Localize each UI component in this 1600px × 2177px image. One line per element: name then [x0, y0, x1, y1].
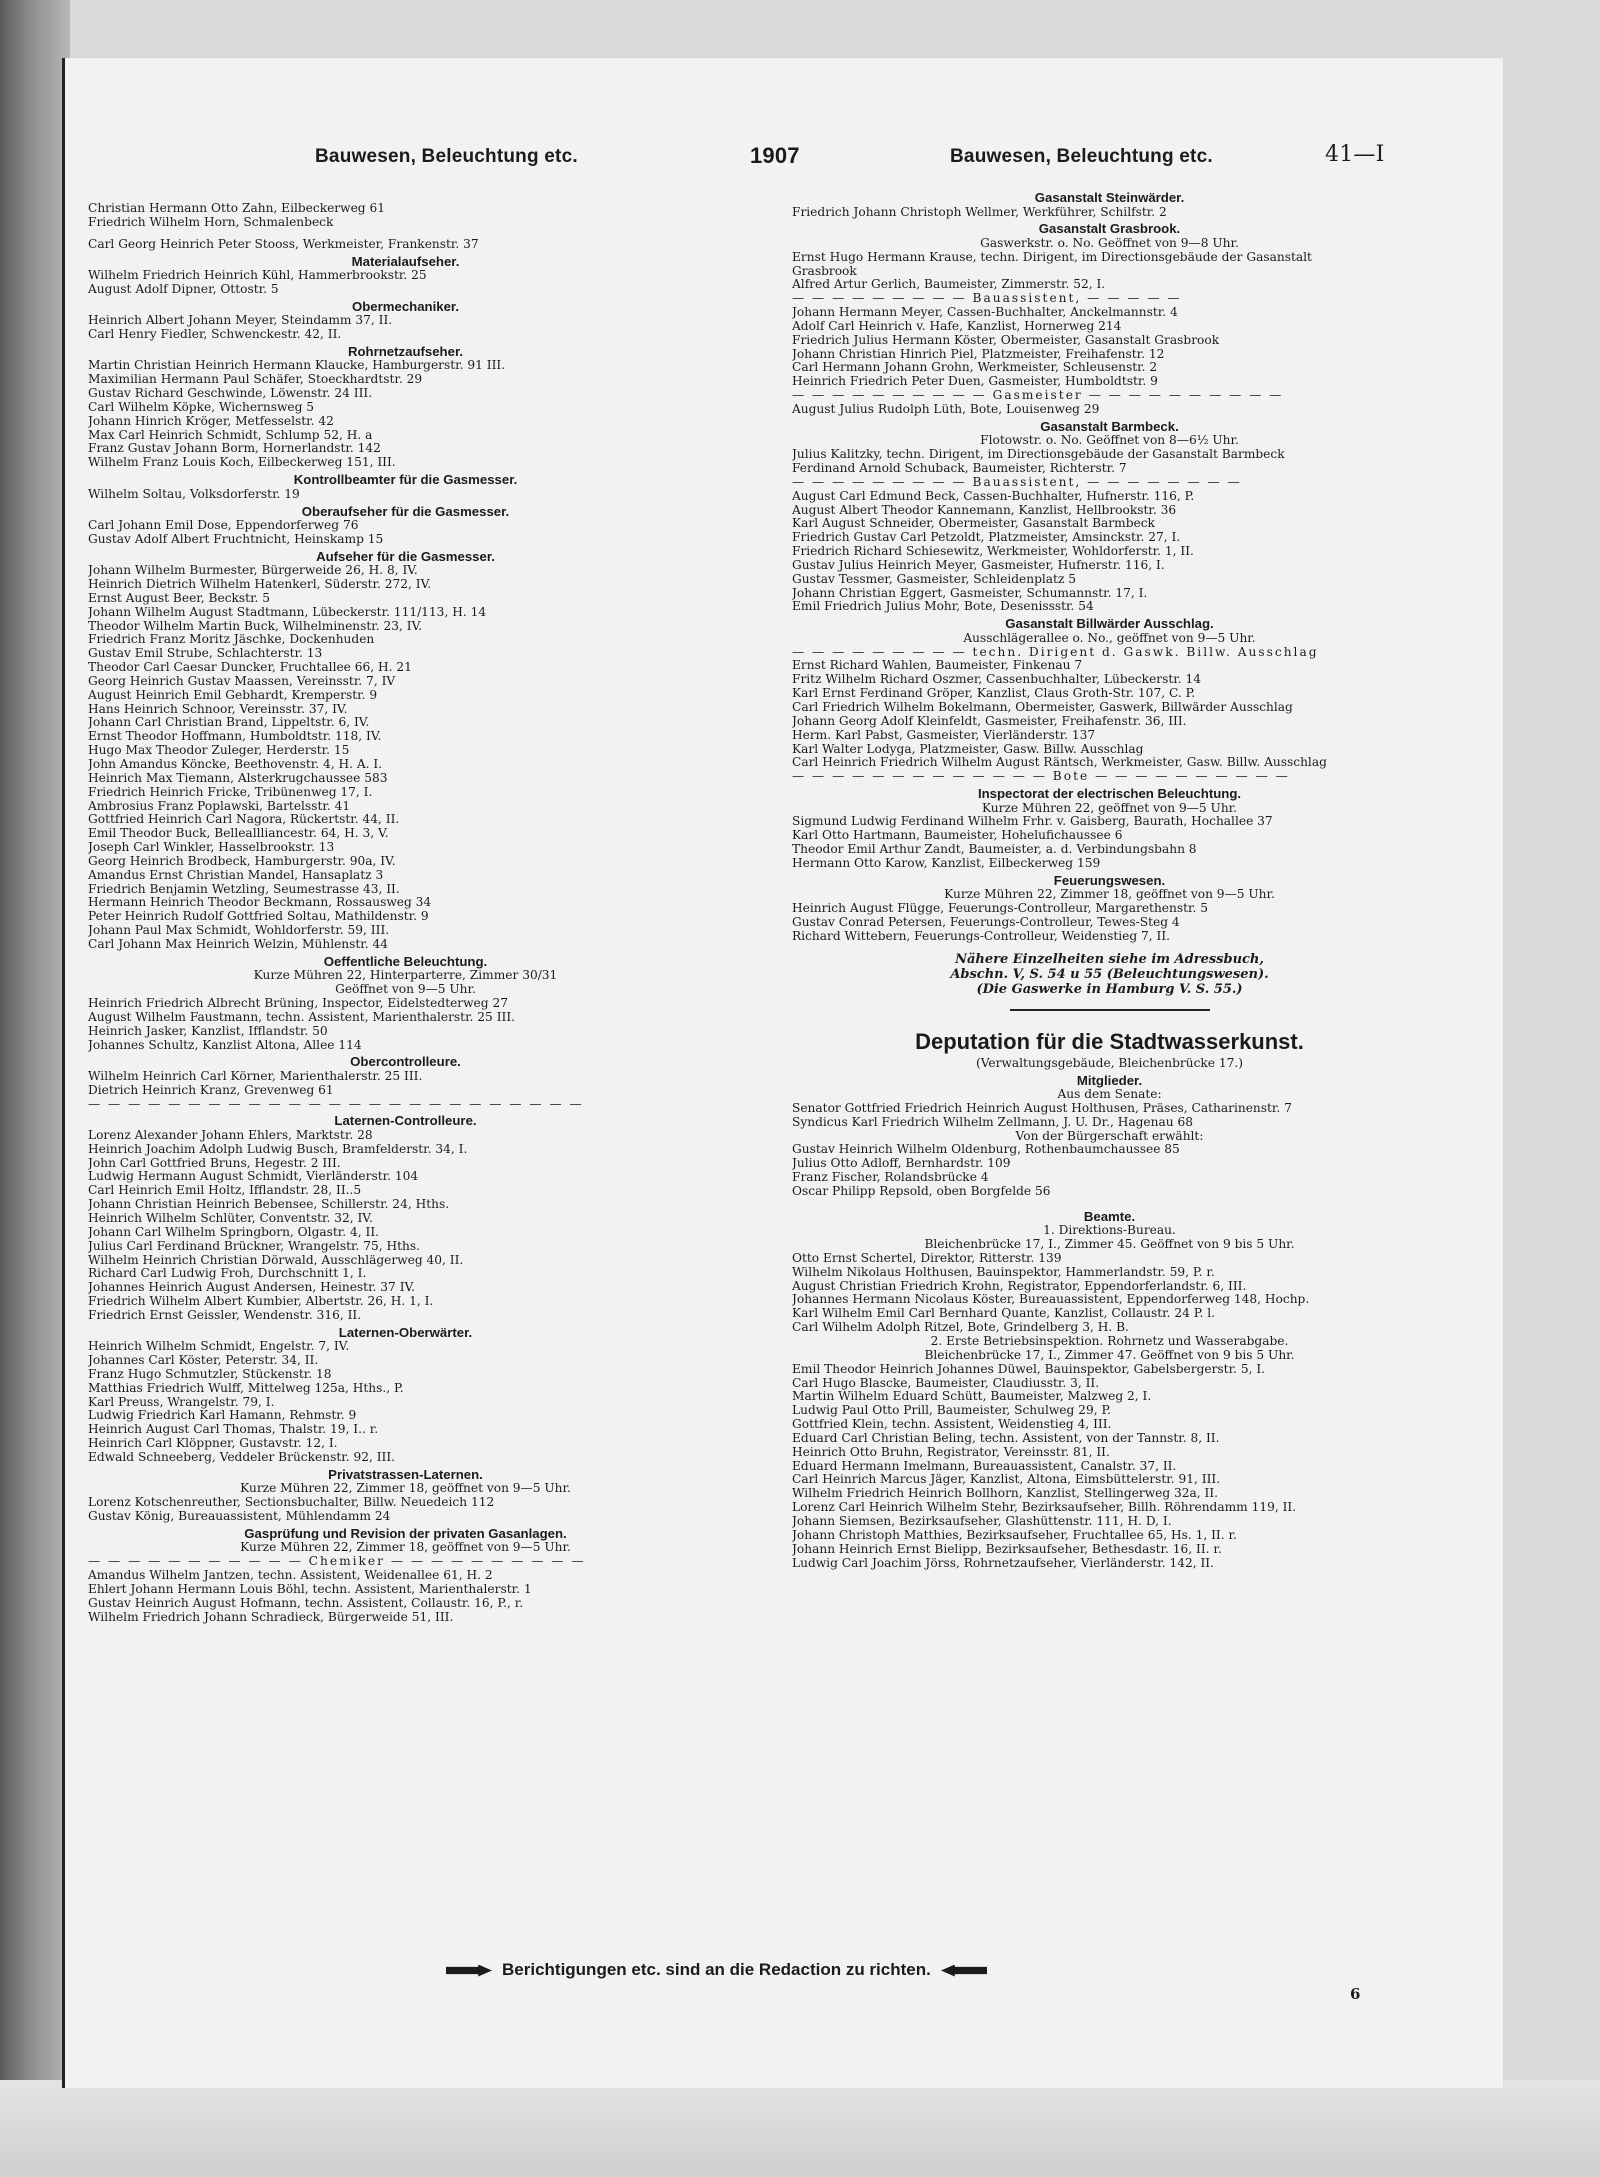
right-column-entry: Senator Gottfried Friedrich Heinrich August Holthusen, Präses, Catharinenstr. 7: [792, 1101, 1292, 1115]
section-heading: Kontrollbeamter für die Gasmesser.: [293, 472, 518, 488]
left-column-entry: Carl Henry Fiedler, Schwenckestr. 42, II.: [88, 328, 342, 342]
left-column-entry: Friedrich Wilhelm Horn, Schmalenbeck: [88, 215, 334, 229]
right-column-entry: Herm. Karl Pabst, Gasmeister, Vierländerstr. 137: [792, 728, 1096, 742]
left-column-entry: Heinrich Friedrich Albrecht Brüning, Inspector, Eidelstedterweg 27: [88, 997, 508, 1010]
left-column-entry: Lorenz Alexander Johann Ehlers, Marktstr. 28: [88, 1128, 373, 1142]
left-column-entry: Carl Johann Max Heinrich Welzin, Mühlenstr. 44: [88, 937, 389, 951]
reference-note: Nähere Einzelheiten siehe im Adressbuch,: [955, 951, 1264, 967]
page-number: 6: [1350, 1985, 1361, 2003]
left-column-entry: Gustav Adolf Albert Fruchtnicht, Heinskamp 15: [88, 532, 384, 546]
left-column-entry: Friedrich Wilhelm Albert Kumbier, Albertstr. 26, H. 1, I.: [88, 1295, 434, 1309]
left-column-entry: Heinrich Albert Johann Meyer, Steindamm 37, II.: [88, 314, 393, 328]
right-column-entry: Karl August Schneider, Obermeister, Gasanstalt Barmbeck: [792, 517, 1155, 531]
section-subline: Von der Bürgerschaft erwählt:: [1015, 1129, 1204, 1143]
left-column-entry: Richard Carl Ludwig Froh, Durchschnitt 1, I.: [88, 1267, 367, 1281]
left-column-entry: Franz Gustav Johann Borm, Hornerlandstr. 142: [88, 442, 381, 456]
left-column-entry: Karl Preuss, Wrangelstr. 79, I.: [88, 1395, 275, 1409]
divider: [1010, 1009, 1210, 1011]
section-heading: Gasanstalt Grasbrook.: [1038, 221, 1181, 237]
left-column-entry: Maximilian Hermann Paul Schäfer, Stoeckhardtstr. 29: [88, 373, 423, 387]
left-column-entry: Johann Wilhelm Burmester, Bürgerweide 26, H. 8, IV.: [88, 564, 418, 578]
left-column-entry: Heinrich Dietrich Wilhelm Hatenkerl, Süderstr. 272, IV.: [88, 578, 432, 592]
section-heading: Mitglieder.: [1076, 1072, 1143, 1088]
left-column-entry: Heinrich Jasker, Kanzlist, Ifflandstr. 50: [88, 1024, 328, 1038]
right-column-entry: Johann Hermann Meyer, Cassen-Buchhalter, Anckelmannstr. 4: [792, 306, 1178, 320]
left-column-entry: Wilhelm Soltau, Volksdorferstr. 19: [88, 487, 300, 501]
right-column-entry: Carl Heinrich Friedrich Wilhelm August Räntsch, Werkmeister, Gasw. Billw. Ausschlag: [792, 756, 1327, 770]
left-column-entry: Gustav Heinrich August Hofmann, techn. Assistent, Collaustr. 16, P., r.: [88, 1596, 524, 1610]
dash-line: — — — — — — — — — techn. Dirigent d. Gaswk. Billw. Ausschlag: [792, 645, 1319, 659]
reference-note: Abschn. V, S. 54 u 55 (Beleuchtungswesen).: [950, 966, 1269, 982]
right-column-entry: Ludwig Paul Otto Prill, Baumeister, Schulweg 29, P.: [792, 1404, 1112, 1418]
section-heading: Oeffentliche Beleuchtung.: [323, 953, 488, 969]
header-year: 1907: [750, 143, 800, 168]
left-column-entry: August Adolf Dipner, Ottostr. 5: [88, 282, 279, 296]
right-column-entry: Karl Wilhelm Emil Carl Bernhard Quante, Kanzlist, Collaustr. 24 P. l.: [792, 1307, 1215, 1321]
left-column-entry: Amandus Wilhelm Jantzen, techn. Assistent, Weidenallee 61, H. 2: [88, 1569, 493, 1583]
right-column-entry: Ernst Richard Wahlen, Baumeister, Finkenau 7: [792, 659, 1083, 673]
left-column-entry: Heinrich Max Tiemann, Alsterkrugchaussee 583: [88, 771, 388, 785]
spacer: [88, 230, 723, 238]
section-heading: Privatstrassen-Laternen.: [328, 1466, 483, 1482]
left-column-entry: Johannes Schultz, Kanzlist Altona, Allee 114: [88, 1038, 362, 1052]
right-column-entry: Emil Theodor Heinrich Johannes Düwel, Bauinspektor, Gabelsbergerstr. 5, I.: [792, 1362, 1266, 1376]
right-column-entry: Gustav Tessmer, Gasmeister, Schleidenplatz 5: [792, 572, 1076, 586]
right-column-entry: Karl Walter Lodyga, Platzmeister, Gasw. Billw. Ausschlag: [792, 742, 1144, 756]
section-heading: Oberaufseher für die Gasmesser.: [301, 503, 510, 519]
section-heading: Beamte.: [1083, 1208, 1136, 1224]
right-column-entry: Heinrich Otto Bruhn, Registrator, Vereinsstr. 81, II.: [792, 1445, 1110, 1459]
left-column-entry: Theodor Carl Caesar Duncker, Fruchtallee 66, H. 21: [88, 661, 412, 675]
section-subline: 1. Direktions-Bureau.: [1043, 1224, 1176, 1238]
section-subline: Flotowstr. o. No. Geöffnet von 8—6½ Uhr.: [980, 434, 1239, 448]
pointing-hand-icon: [446, 1965, 492, 1977]
left-column-entry: Carl Georg Heinrich Peter Stooss, Werkmeister, Frankenstr. 37: [88, 237, 479, 251]
left-column-entry: Friedrich Heinrich Fricke, Tribünenweg 17, I.: [88, 785, 373, 799]
left-column-entry: Johann Paul Max Schmidt, Wohldorferstr. 59, III.: [88, 924, 390, 938]
left-column-entry: Hermann Heinrich Theodor Beckmann, Rossausweg 34: [88, 896, 432, 910]
section-subline: Kurze Mühren 22, Zimmer 18, geöffnet von 9—5 Uhr.: [240, 1541, 571, 1555]
left-column-entry: Georg Heinrich Brodbeck, Hamburgerstr. 90a, IV.: [88, 854, 396, 868]
left-column-entry: Gustav König, Bureauassistent, Mühlendamm 24: [88, 1510, 391, 1523]
left-column-entry: Julius Carl Ferdinand Brückner, Wrangelstr. 75, Hths.: [88, 1239, 420, 1253]
right-column-entry: Karl Ernst Ferdinand Gröper, Kanzlist, Claus Groth-Str. 107, C. P.: [792, 687, 1196, 701]
section-heading: Laternen-Controlleure.: [334, 1113, 477, 1129]
dash-line: — — — — — — — — — Bauassistent, — — — — — — — —: [792, 475, 1242, 489]
footer-notice: [436, 1960, 997, 1980]
left-column-entry: Johann Wilhelm August Stadtmann, Lübeckerstr. 111/113, H. 14: [88, 605, 487, 619]
right-column-entry: Adolf Carl Heinrich v. Hafe, Kanzlist, Hornerweg 214: [792, 319, 1122, 333]
left-column-entry: Theodor Wilhelm Martin Buck, Wilhelminenstr. 23, IV.: [88, 619, 423, 633]
left-column-entry: Gottfried Heinrich Carl Nagora, Rückertstr. 44, II.: [88, 813, 400, 827]
section-subline: 2. Erste Betriebsinspektion. Rohrnetz und Wasserabgabe.: [930, 1335, 1289, 1348]
pointing-hand-icon: [941, 1965, 987, 1977]
right-column-entry: Ernst Hugo Hermann Krause, techn. Dirigent, im Directionsgebäude der Gasanstalt: [792, 250, 1312, 264]
left-column-entry: Heinrich Joachim Adolph Ludwig Busch, Bramfelderstr. 34, I.: [88, 1142, 468, 1156]
right-column-entry: Ludwig Carl Joachim Jörss, Rohrnetzaufseher, Vierländerstr. 142, II.: [792, 1556, 1214, 1570]
left-column-entry: August Heinrich Emil Gebhardt, Kremperstr. 9: [88, 688, 378, 702]
left-column-entry: Heinrich Wilhelm Schmidt, Engelstr. 7, IV.: [88, 1340, 350, 1354]
left-column-entry: Peter Heinrich Rudolf Gottfried Soltau, Mathildenstr. 9: [88, 910, 429, 924]
left-column-entry: Emil Theodor Buck, Belleallliancestr. 64, H. 3, V.: [88, 827, 389, 841]
section-subline: Ausschlägerallee o. No., geöffnet von 9—5 Uhr.: [963, 631, 1256, 645]
right-column-entry: Johann Christoph Matthies, Bezirksaufseher, Fruchtallee 65, Hs. 1, II. r.: [792, 1528, 1237, 1542]
section-subline: Gaswerkstr. o. No. Geöffnet von 9—8 Uhr.: [980, 236, 1239, 250]
left-column-entry: Heinrich Carl Klöppner, Gustavstr. 12, I.: [88, 1437, 338, 1451]
right-column-entry: Alfred Artur Gerlich, Baumeister, Zimmerstr. 52, I.: [792, 278, 1106, 292]
left-column-entry: Friedrich Franz Moritz Jäschke, Dockenhuden: [88, 633, 375, 647]
left-column-entry: Ernst Theodor Hoffmann, Humboldtstr. 118, IV.: [88, 730, 382, 744]
right-column-entry: Karl Otto Hartmann, Baumeister, Hohelufichaussee 6: [792, 829, 1123, 843]
right-column-entry: Johannes Hermann Nicolaus Köster, Bureauassistent, Eppendorferweg 148, Hochp.: [792, 1293, 1310, 1307]
left-column-entry: Wilhelm Friedrich Johann Schradieck, Bürgerweide 51, III.: [88, 1610, 454, 1624]
right-column-entry: Carl Wilhelm Adolph Ritzel, Bote, Grindelberg 3, H. B.: [792, 1321, 1129, 1335]
right-column-entry: Friedrich Johann Christoph Wellmer, Werkführer, Schilfstr. 2: [792, 205, 1167, 219]
right-column-entry: Carl Heinrich Marcus Jäger, Kanzlist, Altona, Eimsbüttelerstr. 91, III.: [792, 1473, 1221, 1487]
right-column-entry: Johann Heinrich Ernst Bielipp, Bezirksaufseher, Bethesdastr. 16, II. r.: [792, 1542, 1222, 1556]
left-column-entry: Georg Heinrich Gustav Maassen, Vereinsstr. 7, IV: [88, 674, 396, 688]
spacer: [792, 1199, 1427, 1207]
left-column-entry: Johann Hinrich Kröger, Metfesselstr. 42: [88, 414, 334, 428]
right-column-entry: Wilhelm Friedrich Heinrich Bollhorn, Kanzlist, Stellingerweg 32a, II.: [792, 1487, 1219, 1501]
right-column-entry: Wilhelm Nikolaus Holthusen, Bauinspektor, Hammerlandstr. 59, P. r.: [792, 1265, 1215, 1279]
right-column-entry: Friedrich Richard Schiesewitz, Werkmeister, Wohldorferstr. 1, II.: [792, 545, 1194, 559]
left-column-entry: Gustav Emil Strube, Schlachterstr. 13: [88, 647, 323, 661]
right-column-entry: Grasbrook: [792, 264, 857, 278]
section-heading: Aufseher für die Gasmesser.: [316, 548, 495, 564]
right-column-entry: Johann Siemsen, Bezirksaufseher, Glashüttenstr. 111, H. D, I.: [792, 1514, 1172, 1528]
section-subline: Aus dem Senate:: [1057, 1088, 1162, 1101]
dash-line: — — — — — — — — — — — — — — — — — — — — — — — — —: [88, 1097, 584, 1111]
right-column-entry: Emil Friedrich Julius Mohr, Bote, Desenissstr. 54: [792, 600, 1094, 614]
section-subline: Kurze Mühren 22, geöffnet von 9—5 Uhr.: [981, 801, 1238, 815]
left-column-entry: Wilhelm Heinrich Christian Dörwald, Ausschlägerweg 40, II.: [88, 1253, 464, 1267]
section-heading: Laternen-Oberwärter.: [338, 1324, 473, 1340]
right-column-entry: Martin Wilhelm Eduard Schütt, Baumeister, Malzweg 2, I.: [792, 1390, 1152, 1404]
left-column-entry: Lorenz Kotschenreuther, Sectionsbuchalter, Billw. Neuedeich 112: [88, 1496, 495, 1510]
department-title: Deputation für die Stadtwasserkunst.: [915, 1028, 1304, 1054]
section-subline: Kurze Mühren 22, Hinterparterre, Zimmer 30/31: [253, 969, 558, 983]
right-column-entry: Gustav Julius Heinrich Meyer, Gasmeister, Hufnerstr. 116, I.: [792, 558, 1165, 572]
right-column-entry: Johann Georg Adolf Kleinfeldt, Gasmeister, Freihafenstr. 36, III.: [792, 714, 1187, 728]
left-column-entry: Max Carl Heinrich Schmidt, Schlump 52, H. a: [88, 428, 373, 442]
left-column-entry: Ludwig Hermann August Schmidt, Vierländerstr. 104: [88, 1170, 419, 1184]
section-heading: Obercontrolleure.: [350, 1054, 461, 1070]
section-heading: Gasprüfung und Revision der privaten Gasanlagen.: [244, 1525, 567, 1541]
left-column-entry: Amandus Ernst Christian Mandel, Hansaplatz 3: [88, 868, 384, 882]
left-column-entry: Edwald Schneeberg, Veddeler Brückenstr. 92, III.: [88, 1450, 396, 1464]
section-subline: Geöffnet von 9—5 Uhr.: [335, 983, 476, 997]
left-column-entry: Christian Hermann Otto Zahn, Eilbeckerweg 61: [88, 202, 385, 215]
left-column: [88, 202, 723, 1624]
left-column-entry: John Carl Gottfried Bruns, Hegestr. 2 III.: [88, 1156, 341, 1170]
header-right-title: Bauwesen, Beleuchtung etc.: [950, 146, 1213, 167]
dash-line: — — — — — — — — — — — — — Bote — — — — — — — — — —: [792, 770, 1290, 784]
section-heading: Obermechaniker.: [351, 298, 460, 314]
right-column-entry: Gustav Conrad Petersen, Feuerungs-Controlleur, Tewes-Steg 4: [792, 915, 1180, 929]
reference-note: (Die Gaswerke in Hamburg V. S. 55.): [976, 981, 1243, 997]
section-heading: Gasanstalt Billwärder Ausschlag.: [1005, 616, 1214, 632]
left-column-entry: Ambrosius Franz Poplawski, Bartelsstr. 41: [88, 799, 351, 813]
left-column-entry: Dietrich Heinrich Kranz, Grevenweg 61: [88, 1083, 334, 1097]
right-column-entry: Gustav Heinrich Wilhelm Oldenburg, Rothenbaumchaussee 85: [792, 1143, 1180, 1157]
right-column-entry: Oscar Philipp Repsold, oben Borgfelde 56: [792, 1184, 1051, 1198]
right-column-entry: Hermann Otto Karow, Kanzlist, Eilbeckerweg 159: [792, 856, 1101, 870]
left-column-entry: Franz Hugo Schmutzler, Stückenstr. 18: [88, 1367, 332, 1381]
spacer: [792, 944, 1427, 952]
right-column-entry: Heinrich August Flügge, Feuerungs-Controlleur, Margarethenstr. 5: [792, 902, 1209, 916]
section-subline: (Verwaltungsgebäude, Bleichenbrücke 17.): [975, 1056, 1244, 1070]
right-column: [792, 188, 1427, 1570]
right-column-entry: Eduard Hermann Imelmann, Bureauassistent, Canalstr. 37, II.: [792, 1459, 1177, 1473]
left-column-entry: Ernst August Beer, Beckstr. 5: [88, 591, 271, 605]
section-subline: Bleichenbrücke 17, I., Zimmer 47. Geöffnet von 9 bis 5 Uhr.: [924, 1348, 1295, 1362]
dash-line: — — — — — — — — — — — Chemiker — — — — — — — — — —: [88, 1555, 586, 1569]
right-column-entry: Carl Hermann Johann Grohn, Werkmeister, Schleusenstr. 2: [792, 361, 1158, 375]
left-column-entry: Carl Heinrich Emil Holtz, Ifflandstr. 28, II..5: [88, 1184, 362, 1198]
section-heading: Feuerungswesen.: [1053, 872, 1166, 888]
right-column-entry: August Christian Friedrich Krohn, Registrator, Eppendorferlandstr. 6, III.: [792, 1279, 1247, 1293]
right-column-entry: Theodor Emil Arthur Zandt, Baumeister, a. d. Verbindungsbahn 8: [792, 843, 1197, 857]
right-column-entry: Otto Ernst Schertel, Direktor, Ritterstr. 139: [792, 1251, 1062, 1265]
right-column-entry: Fritz Wilhelm Richard Oszmer, Cassenbuchhalter, Lübeckerstr. 14: [792, 673, 1202, 687]
section-heading: Inspectorat der electrischen Beleuchtung.: [977, 786, 1242, 802]
left-column-entry: Johannes Carl Köster, Peterstr. 34, II.: [88, 1354, 319, 1368]
section-subline: Kurze Mühren 22, Zimmer 18, geöffnet von 9—5 Uhr.: [240, 1482, 571, 1496]
left-column-entry: Johannes Heinrich August Andersen, Heinestr. 37 IV.: [88, 1281, 416, 1295]
left-column-entry: Johann Christian Heinrich Bebensee, Schillerstr. 24, Hths.: [88, 1198, 450, 1212]
right-column-entry: Friedrich Julius Hermann Köster, Obermeister, Gasanstalt Grasbrook: [792, 333, 1220, 347]
left-column-entry: Carl Johann Emil Dose, Eppendorferweg 76: [88, 519, 359, 532]
left-column-entry: Martin Christian Heinrich Hermann Klaucke, Hamburgerstr. 91 III.: [88, 359, 506, 373]
left-column-entry: John Amandus Köncke, Beethovenstr. 4, H. A. I.: [88, 758, 383, 771]
section-heading: Materialaufseher.: [351, 253, 460, 269]
left-column-entry: Heinrich Wilhelm Schlüter, Conventstr. 32, IV.: [88, 1211, 373, 1225]
left-column-entry: August Wilhelm Faustmann, techn. Assistent, Marienthalerstr. 25 III.: [88, 1010, 516, 1024]
section-subline: Kurze Mühren 22, Zimmer 18, geöffnet von 9—5 Uhr.: [944, 888, 1275, 902]
left-column-entry: Hans Heinrich Schnoor, Vereinsstr. 37, IV.: [88, 702, 348, 716]
binding-gutter: [0, 0, 70, 2177]
right-column-entry: Gottfried Klein, techn. Assistent, Weidenstieg 4, III.: [792, 1418, 1112, 1432]
right-column-entry: Julius Kalitzky, techn. Dirigent, im Directionsgebäude der Gasanstalt Barmbeck: [792, 448, 1285, 462]
right-column-entry: August Julius Rudolph Lüth, Bote, Louisenweg 29: [792, 402, 1100, 416]
right-column-entry: Richard Wittebern, Feuerungs-Controlleur, Weidenstieg 7, II.: [792, 929, 1171, 943]
dash-line: — — — — — — — — — — Gasmeister — — — — — — — — — —: [792, 389, 1284, 403]
right-column-entry: Julius Otto Adloff, Bernhardstr. 109: [792, 1157, 1011, 1171]
section-heading: Gasanstalt Steinwärder.: [1034, 190, 1185, 205]
left-column-entry: Joseph Carl Winkler, Hasselbrookstr. 13: [88, 841, 335, 855]
right-column-entry: Eduard Carl Christian Beling, techn. Assistent, von der Tannstr. 8, II.: [792, 1431, 1220, 1445]
right-column-entry: August Carl Edmund Beck, Cassen-Buchhalter, Hufnerstr. 116, P.: [792, 489, 1195, 503]
right-column-entry: August Albert Theodor Kannemann, Kanzlist, Hellbrookstr. 36: [792, 503, 1177, 517]
section-heading: Gasanstalt Barmbeck.: [1040, 418, 1179, 434]
right-column-entry: Lorenz Carl Heinrich Wilhelm Stehr, Bezirksaufseher, Billh. Röhrendamm 119, II.: [792, 1501, 1297, 1515]
right-column-entry: Sigmund Ludwig Ferdinand Wilhelm Frhr. v. Gaisberg, Baurath, Hochallee 37: [792, 815, 1273, 829]
left-column-entry: Wilhelm Friedrich Heinrich Kühl, Hammerbrookstr. 25: [88, 269, 427, 283]
right-column-entry: Franz Fischer, Rolandsbrücke 4: [792, 1171, 989, 1185]
header-page-ref: 41—I: [1325, 142, 1385, 167]
dash-line: — — — — — — — — — Bauassistent, — — — — —: [792, 292, 1182, 306]
left-column-entry: Friedrich Ernst Geissler, Wendenstr. 316, II.: [88, 1308, 362, 1322]
right-column-entry: Carl Hugo Blascke, Baumeister, Claudiusstr. 3, II.: [792, 1376, 1100, 1390]
left-column-entry: Carl Wilhelm Köpke, Wichernsweg 5: [88, 400, 315, 414]
right-column-entry: Carl Friedrich Wilhelm Bokelmann, Obermeister, Gaswerk, Billwärder Ausschlag: [792, 701, 1293, 714]
left-column-entry: Friedrich Benjamin Wetzling, Seumestrasse 43, II.: [88, 882, 400, 896]
scan-background: [0, 2080, 1600, 2177]
section-subline: Bleichenbrücke 17, I., Zimmer 45. Geöffnet von 9 bis 5 Uhr.: [924, 1238, 1295, 1252]
right-column-entry: Heinrich Friedrich Peter Duen, Gasmeister, Humboldtstr. 9: [792, 375, 1158, 389]
left-column-entry: Johann Carl Christian Brand, Lippeltstr. 6, IV.: [88, 716, 370, 730]
header-left-title: Bauwesen, Beleuchtung etc.: [315, 146, 578, 167]
footer-notice-text: Berichtigungen etc. sind an die Redaction zu richten.: [502, 1960, 931, 1979]
left-column-entry: Johann Carl Wilhelm Springborn, Olgastr. 4, II.: [88, 1225, 380, 1239]
left-column-entry: Hugo Max Theodor Zuleger, Herderstr. 15: [88, 744, 350, 758]
left-column-entry: Ehlert Johann Hermann Louis Böhl, techn. Assistent, Marienthalerstr. 1: [88, 1582, 532, 1596]
right-column-entry: Johann Christian Eggert, Gasmeister, Schumannstr. 17, I.: [792, 586, 1148, 600]
right-column-entry: Johann Christian Hinrich Piel, Platzmeister, Freihafenstr. 12: [792, 347, 1165, 361]
left-column-entry: Wilhelm Franz Louis Koch, Eilbeckerweg 151, III.: [88, 456, 396, 470]
left-column-entry: Ludwig Friedrich Karl Hamann, Rehmstr. 9: [88, 1409, 357, 1423]
left-column-entry: Gustav Richard Geschwinde, Löwenstr. 24 III.: [88, 387, 373, 401]
section-heading: Rohrnetzaufseher.: [347, 343, 464, 359]
right-column-entry: Friedrich Gustav Carl Petzoldt, Platzmeister, Amsinckstr. 27, I.: [792, 531, 1181, 545]
left-column-entry: Matthias Friedrich Wulff, Mittelweg 125a, Hths., P.: [88, 1381, 404, 1395]
right-column-entry: Ferdinand Arnold Schuback, Baumeister, Richterstr. 7: [792, 462, 1127, 475]
right-column-entry: Syndicus Karl Friedrich Wilhelm Zellmann, J. U. Dr., Hagenau 68: [792, 1115, 1193, 1129]
left-column-entry: Heinrich August Carl Thomas, Thalstr. 19, I.. r.: [88, 1423, 379, 1437]
left-column-entry: Wilhelm Heinrich Carl Körner, Marienthalerstr. 25 III.: [88, 1069, 423, 1083]
